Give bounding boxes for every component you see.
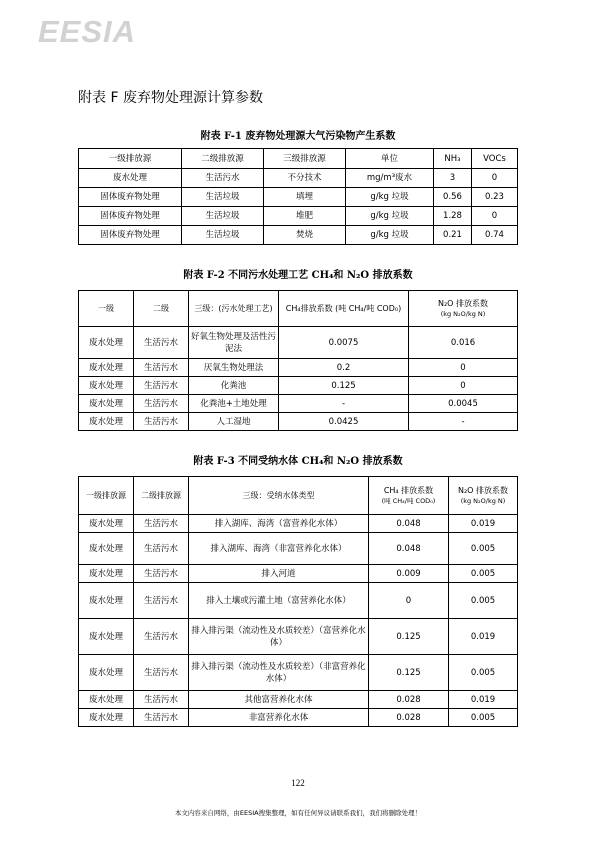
table-cell: 废水处理 xyxy=(79,619,134,655)
table-cell: 0.0045 xyxy=(409,395,518,413)
table-row xyxy=(79,515,518,533)
table-cell: mg/m³废水 xyxy=(346,169,434,188)
table2-n2o-unit: (kg N₂O/kg N) xyxy=(440,309,486,318)
table-cell: 生活污水 xyxy=(134,377,189,395)
table-row xyxy=(79,169,518,188)
table-cell: 生活垃圾 xyxy=(182,207,264,226)
table-cell: 固体废弃物处理 xyxy=(79,207,182,226)
table-cell: 非富营养化水体 xyxy=(189,709,369,727)
table3-header-cell: 三级：受纳水体类型 xyxy=(189,477,369,515)
table-row xyxy=(79,359,518,377)
table2-n2o-header: N₂O 排放系数 xyxy=(437,298,489,308)
table-cell: 生活污水 xyxy=(134,359,189,377)
table3-ch4-unit: (吨 CH₄/吨 COD₀) xyxy=(381,496,436,505)
table2-header-cell: 二级 xyxy=(134,291,189,327)
table-row xyxy=(79,565,518,583)
table3-caption: 附表 F-3 不同受纳水体 CH₄和 N₂O 排放系数 xyxy=(193,456,403,467)
table1-header-row xyxy=(79,149,518,169)
eesia-logo: EESIA xyxy=(38,14,137,49)
table-cell: 排入湖库、海湾（非富营养化水体） xyxy=(189,533,369,565)
table-cell: 0.016 xyxy=(409,327,518,359)
table-cell: 废水处理 xyxy=(79,691,134,709)
table-cell: 废水处理 xyxy=(79,169,182,188)
table-cell: 3 xyxy=(434,169,472,188)
table3-n2o-unit: (kg N₂O/kg N) xyxy=(460,496,506,505)
table-row xyxy=(79,619,518,655)
table-cell: 0.23 xyxy=(472,188,518,207)
table2-header-cell: 三级：(污水处理工艺) xyxy=(189,291,279,327)
table-cell: 固体废弃物处理 xyxy=(79,188,182,207)
table-cell: 排入河道 xyxy=(189,565,369,583)
table-cell: 废水处理 xyxy=(79,533,134,565)
table-cell: 0.74 xyxy=(472,226,518,245)
table-cell: 0.21 xyxy=(434,226,472,245)
table-cell: 0 xyxy=(472,207,518,226)
table-cell: 0.0425 xyxy=(279,413,409,431)
table-row xyxy=(79,327,518,359)
table-cell: 生活污水 xyxy=(134,395,189,413)
table3-header-row xyxy=(79,477,518,515)
table1-caption: 附表 F-1 废弃物处理源大气污染物产生系数 xyxy=(200,131,396,142)
table-row xyxy=(79,395,518,413)
table-cell: 废水处理 xyxy=(79,565,134,583)
table-cell: 0.005 xyxy=(449,655,518,691)
footer-disclaimer: 本文内容来自网络，由EESIA搜集整理，如有任何异议请联系我们，我们将删除处理！ xyxy=(174,809,422,817)
table-cell: 不分技术 xyxy=(264,169,346,188)
table-cell: 0.125 xyxy=(369,619,449,655)
table-row xyxy=(79,709,518,727)
table-cell: 排入排污渠（流动性及水质较差）（非富营养化水体） xyxy=(189,655,369,691)
table-cell: 生活污水 xyxy=(134,565,189,583)
table-cell: 填埋 xyxy=(264,188,346,207)
table-cell: 生活污水 xyxy=(134,619,189,655)
table1-header-cell: 三级排放源 xyxy=(264,149,346,169)
table-cell: 0.028 xyxy=(369,691,449,709)
table-cell: g/kg 垃圾 xyxy=(346,226,434,245)
table-cell: 废水处理 xyxy=(79,413,134,431)
table-cell: 0.005 xyxy=(449,533,518,565)
table-cell: 废水处理 xyxy=(79,655,134,691)
table-cell: 生活污水 xyxy=(134,413,189,431)
table-cell: 化粪池 xyxy=(189,377,279,395)
table-cell: 废水处理 xyxy=(79,359,134,377)
table-cell: 其他富营养化水体 xyxy=(189,691,369,709)
table-cell: 生活垃圾 xyxy=(182,226,264,245)
table-cell: 0.019 xyxy=(449,619,518,655)
table-row xyxy=(79,377,518,395)
appendix-heading: 附表 F 废弃物处理源计算参数 xyxy=(78,90,263,106)
table1-header-cell: VOCs xyxy=(472,149,518,169)
table-cell: g/kg 垃圾 xyxy=(346,207,434,226)
table2-header-cell: 一级 xyxy=(79,291,134,327)
table-row xyxy=(79,583,518,619)
table-cell: 排入排污渠（流动性及水质较差）（富营养化水体） xyxy=(189,619,369,655)
table-cell: 0 xyxy=(409,359,518,377)
table-cell: 厌氧生物处理法 xyxy=(189,359,279,377)
table-cell: 0.048 xyxy=(369,533,449,565)
table-cell: 0.019 xyxy=(449,691,518,709)
table-cell: 生活污水 xyxy=(134,691,189,709)
table-cell: 生活污水 xyxy=(134,655,189,691)
table1-header-cell: NH₃ xyxy=(434,149,472,169)
table-cell: 生活污水 xyxy=(182,169,264,188)
table1-header-cell: 一级排放源 xyxy=(79,149,182,169)
table-cell: 废水处理 xyxy=(79,583,134,619)
table-cell: 0.2 xyxy=(279,359,409,377)
table-cell: 0.048 xyxy=(369,515,449,533)
table-cell: 好氧生物处理及活性污泥法 xyxy=(189,327,279,359)
table-row xyxy=(79,207,518,226)
table-row xyxy=(79,413,518,431)
table-row xyxy=(79,533,518,565)
table-cell: 排入湖库、海湾（富营养化水体） xyxy=(189,515,369,533)
table-cell: 0.005 xyxy=(449,565,518,583)
table-cell: 废水处理 xyxy=(79,709,134,727)
page-number: 122 xyxy=(291,778,305,788)
table-cell: 0.005 xyxy=(449,583,518,619)
table-cell: 废水处理 xyxy=(79,327,134,359)
table2 xyxy=(78,290,518,431)
table-cell: 生活污水 xyxy=(134,515,189,533)
table-cell: 0 xyxy=(369,583,449,619)
table-cell: 生活垃圾 xyxy=(182,188,264,207)
table-cell: 焚烧 xyxy=(264,226,346,245)
table-cell: 0.0075 xyxy=(279,327,409,359)
table-row xyxy=(79,655,518,691)
table-cell: 0.028 xyxy=(369,709,449,727)
table-cell: 0 xyxy=(409,377,518,395)
table3-ch4-header: CH₄ 排放系数 xyxy=(383,485,434,495)
table-cell: 废水处理 xyxy=(79,395,134,413)
table3-header-cell: 一级排放源 xyxy=(79,477,134,515)
table-cell: 化粪池+土地处理 xyxy=(189,395,279,413)
table-cell: 废水处理 xyxy=(79,377,134,395)
table3-header-cell: 二级排放源 xyxy=(134,477,189,515)
table-cell: 0.56 xyxy=(434,188,472,207)
table2-header-cell: CH₄排放系数 (吨 CH₄/吨 COD₀) xyxy=(279,291,409,327)
table-cell: - xyxy=(409,413,518,431)
table-cell: 堆肥 xyxy=(264,207,346,226)
table-cell: - xyxy=(279,395,409,413)
table-cell: 0.005 xyxy=(449,709,518,727)
table-cell: 0.125 xyxy=(279,377,409,395)
table-cell: 生活污水 xyxy=(134,583,189,619)
table-cell: 生活污水 xyxy=(134,533,189,565)
table-cell: 0.009 xyxy=(369,565,449,583)
table-cell: 1.28 xyxy=(434,207,472,226)
table-row xyxy=(79,691,518,709)
table-cell: 生活污水 xyxy=(134,709,189,727)
table-cell: 0 xyxy=(472,169,518,188)
table1-header-cell: 二级排放源 xyxy=(182,149,264,169)
table3-header-cell xyxy=(369,477,449,515)
table-cell: g/kg 垃圾 xyxy=(346,188,434,207)
table3-header-cell xyxy=(449,477,518,515)
table-cell: 0.019 xyxy=(449,515,518,533)
table-cell: 废水处理 xyxy=(79,515,134,533)
table1 xyxy=(78,148,518,245)
table-cell: 人工湿地 xyxy=(189,413,279,431)
table2-caption: 附表 F-2 不同污水处理工艺 CH₄和 N₂O 排放系数 xyxy=(183,270,413,281)
table3 xyxy=(78,476,518,727)
table3-n2o-header: N₂O 排放系数 xyxy=(457,485,509,495)
table2-header-row xyxy=(79,291,518,327)
table-cell: 排入土壤或污灌土地（富营养化水体） xyxy=(189,583,369,619)
table-cell: 0.125 xyxy=(369,655,449,691)
table2-header-cell xyxy=(409,291,518,327)
table-row xyxy=(79,226,518,245)
table-cell: 生活污水 xyxy=(134,327,189,359)
table1-header-cell: 单位 xyxy=(346,149,434,169)
table-row xyxy=(79,188,518,207)
table-cell: 固体废弃物处理 xyxy=(79,226,182,245)
